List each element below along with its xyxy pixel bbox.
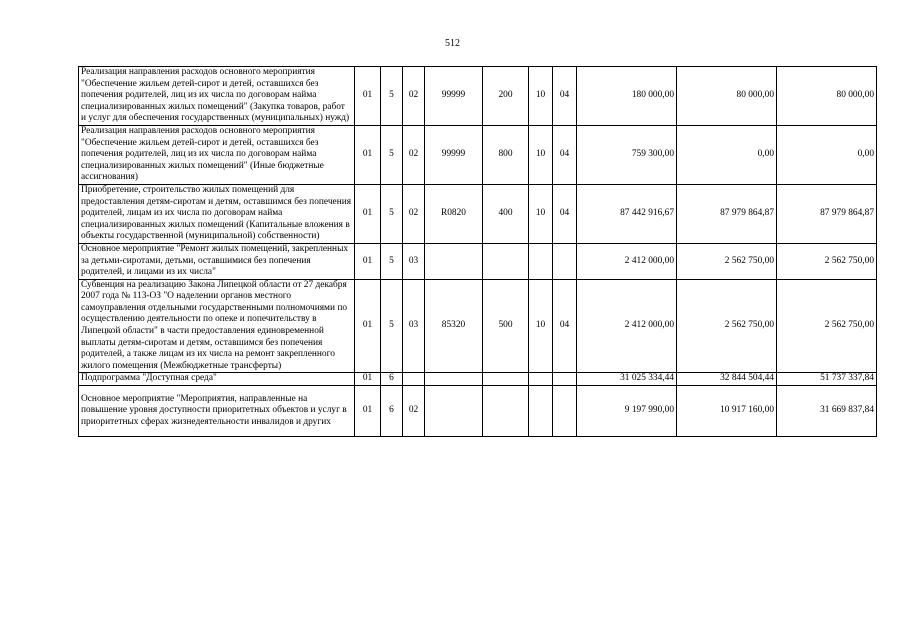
- code-program: 5: [381, 184, 403, 243]
- amount-year-1: 31 025 334,44: [577, 373, 677, 386]
- code-section: [529, 373, 553, 386]
- amount-year-2: 10 917 160,00: [677, 386, 777, 437]
- code-program: 5: [381, 125, 403, 184]
- code-direction: [425, 386, 483, 437]
- code-expense-type: 400: [483, 184, 529, 243]
- amount-year-1: 9 197 990,00: [577, 386, 677, 437]
- amount-year-3: 51 737 337,84: [777, 373, 877, 386]
- amount-year-1: 180 000,00: [577, 67, 677, 126]
- code-expense-type: [483, 243, 529, 279]
- code-subsection: [553, 373, 577, 386]
- amount-year-2: 32 844 504,44: [677, 373, 777, 386]
- code-direction: [425, 243, 483, 279]
- code-subprogram: [403, 373, 425, 386]
- code-subsection: [553, 243, 577, 279]
- page-number: 512: [445, 38, 460, 49]
- code-section: 10: [529, 279, 553, 373]
- amount-year-3: 2 562 750,00: [777, 243, 877, 279]
- code-subprogram: 02: [403, 386, 425, 437]
- code-direction: 99999: [425, 67, 483, 126]
- code-subprogram: 02: [403, 184, 425, 243]
- amount-year-3: 2 562 750,00: [777, 279, 877, 373]
- row-description: Реализация направления расходов основного мероприятия "Обеспечение жильем детей-сирот и детей, оставшихся без попечения родителей, лиц из их числа по договорам найма специализированных жилых помещений" (Иные бюджетные ассигнования): [79, 125, 355, 184]
- code-subprogram: 02: [403, 125, 425, 184]
- table-row: [79, 386, 877, 437]
- amount-year-1: 2 412 000,00: [577, 243, 677, 279]
- table-row: [79, 184, 877, 243]
- amount-year-3: 0,00: [777, 125, 877, 184]
- code-admin: 01: [355, 243, 381, 279]
- code-subprogram: 03: [403, 279, 425, 373]
- code-admin: 01: [355, 184, 381, 243]
- code-section: [529, 386, 553, 437]
- code-direction: [425, 373, 483, 386]
- table-row: [79, 67, 877, 126]
- code-program: 5: [381, 67, 403, 126]
- row-description: Приобретение, строительство жилых помещений для предоставления детям-сиротам и детям, оставшимся без попечения родителей, лицам из их числа по договорам найма специализированных жилых помещений (Капитальные вложения в объекты государственной (муниципальной) собственности): [79, 184, 355, 243]
- table-row: [79, 279, 877, 373]
- code-section: 10: [529, 67, 553, 126]
- row-description: Реализация направления расходов основного мероприятия "Обеспечение жильем детей-сирот и детей, оставшихся без попечения родителей, лиц из их числа по договорам найма специализированных жилых помещений" (Закупка товаров, работ и услуг для обеспечения государственных (муниципальных) нужд): [79, 67, 355, 126]
- code-program: 6: [381, 373, 403, 386]
- code-section: 10: [529, 184, 553, 243]
- code-subsection: 04: [553, 125, 577, 184]
- code-program: 5: [381, 279, 403, 373]
- amount-year-2: 2 562 750,00: [677, 243, 777, 279]
- code-section: [529, 243, 553, 279]
- code-program: 6: [381, 386, 403, 437]
- code-admin: 01: [355, 386, 381, 437]
- amount-year-2: 2 562 750,00: [677, 279, 777, 373]
- code-section: 10: [529, 125, 553, 184]
- code-subprogram: 03: [403, 243, 425, 279]
- amount-year-2: 0,00: [677, 125, 777, 184]
- code-admin: 01: [355, 279, 381, 373]
- code-admin: 01: [355, 373, 381, 386]
- table-row: [79, 243, 877, 279]
- table-row: [79, 373, 877, 386]
- amount-year-1: 2 412 000,00: [577, 279, 677, 373]
- budget-table: [78, 66, 877, 437]
- amount-year-1: 87 442 916,67: [577, 184, 677, 243]
- code-direction: 85320: [425, 279, 483, 373]
- code-subsection: 04: [553, 67, 577, 126]
- code-admin: 01: [355, 125, 381, 184]
- amount-year-1: 759 300,00: [577, 125, 677, 184]
- code-subsection: 04: [553, 184, 577, 243]
- code-expense-type: 800: [483, 125, 529, 184]
- code-subprogram: 02: [403, 67, 425, 126]
- code-expense-type: 500: [483, 279, 529, 373]
- code-expense-type: [483, 386, 529, 437]
- code-subsection: [553, 386, 577, 437]
- code-expense-type: [483, 373, 529, 386]
- amount-year-3: 31 669 837,84: [777, 386, 877, 437]
- amount-year-2: 80 000,00: [677, 67, 777, 126]
- amount-year-3: 80 000,00: [777, 67, 877, 126]
- code-direction: 99999: [425, 125, 483, 184]
- code-program: 5: [381, 243, 403, 279]
- code-expense-type: 200: [483, 67, 529, 126]
- row-description: Субвенция на реализацию Закона Липецкой области от 27 декабря 2007 года № 113-ОЗ "О наделении органов местного самоуправления отдельными государственными полномочиями по осуществлению деятельности по опеке и попечительству в Липецкой области" в части предоставления единовременной выплаты детям-сиротам и детям, оставшимся без попечения родителей, а также лицам из их числа на ремонт закрепленного жилого помещения (Межбюджетные трансферты): [79, 279, 355, 373]
- row-description: Основное мероприятие "Мероприятия, направленные на повышение уровня доступности приоритетных объектов и услуг в приоритетных сферах жизнедеятельности инвалидов и других: [79, 386, 355, 437]
- amount-year-2: 87 979 864,87: [677, 184, 777, 243]
- amount-year-3: 87 979 864,87: [777, 184, 877, 243]
- code-subsection: 04: [553, 279, 577, 373]
- table-row: [79, 125, 877, 184]
- code-direction: R0820: [425, 184, 483, 243]
- row-description: Основное мероприятие "Ремонт жилых помещений, закрепленных за детьми-сиротами, детьми, оставшимися без попечения родителей, и лицами из их числа": [79, 243, 355, 279]
- row-description: Подпрограмма "Доступная среда": [79, 373, 355, 386]
- code-admin: 01: [355, 67, 381, 126]
